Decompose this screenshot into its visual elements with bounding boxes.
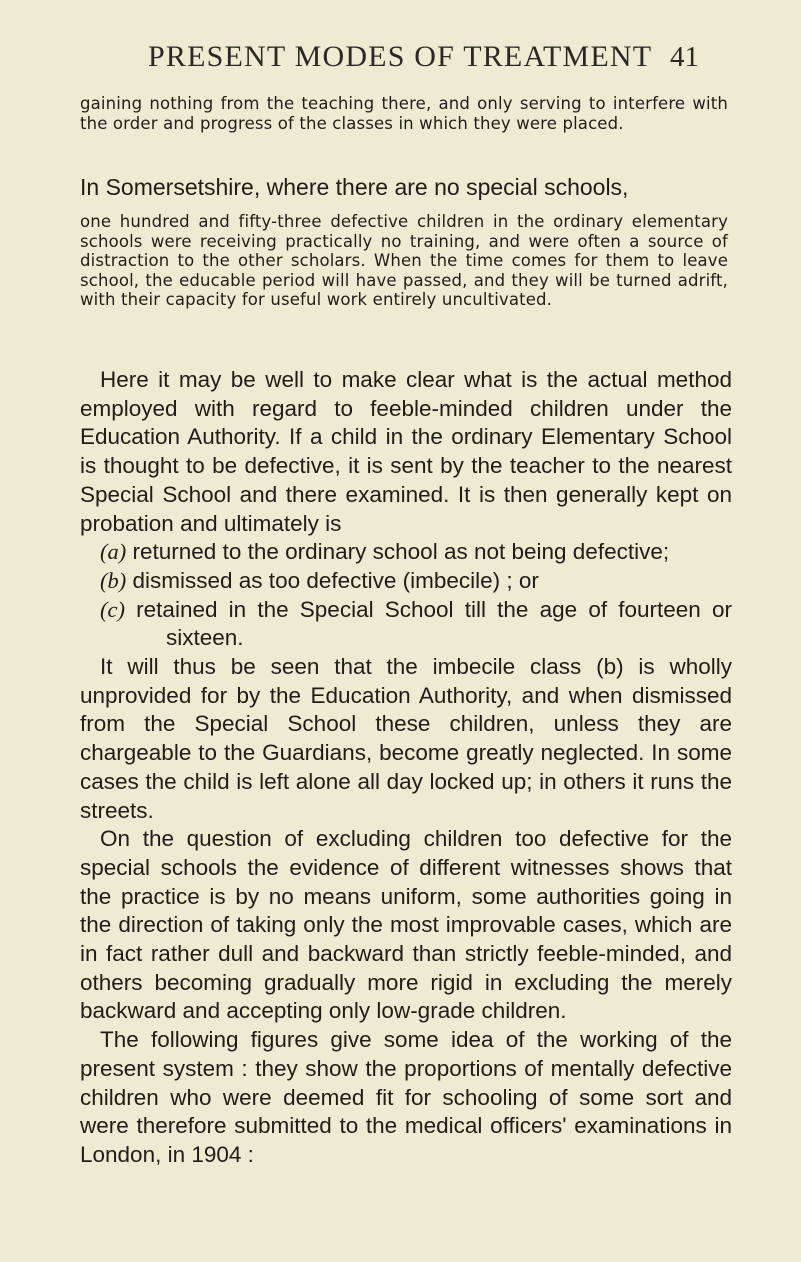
list-marker-a: (a) bbox=[100, 539, 127, 565]
list-text-a: returned to the ordinary school as not being defective; bbox=[132, 539, 670, 565]
main-text-column bbox=[80, 366, 732, 1170]
paragraph-1: gaining nothing from the teaching there, and only serving to interfere with the order and progress of the classes in which they were placed. bbox=[80, 94, 728, 133]
list-marker-b: (b) bbox=[100, 567, 127, 593]
list-item-a bbox=[80, 538, 732, 567]
list-marker-c: (c) bbox=[100, 596, 125, 622]
paragraph-2-body: one hundred and fifty-three defective children in the ordinary elementary schools were receiving practically no training, and were often a source of distraction to the other scholars. When the time comes for them to leave school, the educable period will have passed, and they will be turned adrift, with their capacity for useful work entirely uncultivated. bbox=[80, 212, 728, 310]
paragraph-4: It will thus be seen that the imbecile class (b) is wholly unprovided for by the Education Authority, and when dismissed from the Special School these children, unless they are chargeable to the Guardians, become greatly neglected. In some cases the child is left alone all day locked up; in others it runs the streets. bbox=[80, 654, 732, 823]
paragraph-2-lead: In Somersetshire, where there are no special schools, bbox=[80, 174, 629, 200]
running-title: PRESENT MODES OF TREATMENT bbox=[148, 40, 653, 73]
list-item-c bbox=[80, 596, 732, 653]
paragraph-5: On the question of excluding children too defective for the special schools the evidence of different witnesses shows that the practice is by no means uniform, some authorities going in the direction of taking only the most improvable cases, which are in fact rather dull and backward than strictly feeble-minded, and others becoming gradually more rigid in excluding the merely backward and accepting only low-grade children. bbox=[80, 826, 732, 1024]
list-text-c: retained in the Special School till the age of fourteen or sixteen. bbox=[136, 596, 732, 651]
list-text-b: dismissed as too defective (imbecile) ; or bbox=[132, 567, 539, 593]
paragraph-6: The following figures give some idea of the working of the present system : they show the proportions of mentally defective children who were deemed fit for schooling of some sort and were therefore submitted to the medical officers' examinations in London, in 1904 : bbox=[80, 1027, 732, 1167]
running-head bbox=[0, 40, 801, 76]
list-item-b bbox=[80, 567, 732, 596]
page-number: 41 bbox=[670, 41, 699, 73]
paragraph-3: Here it may be well to make clear what is the actual method employed with regard to feeble-minded children under the Education Authority. If a child in the ordinary Elementary School is thought to be defective, it is sent by the teacher to the nearest Special School and there examined. It is then generally kept on probation and ultimately is bbox=[80, 367, 732, 536]
